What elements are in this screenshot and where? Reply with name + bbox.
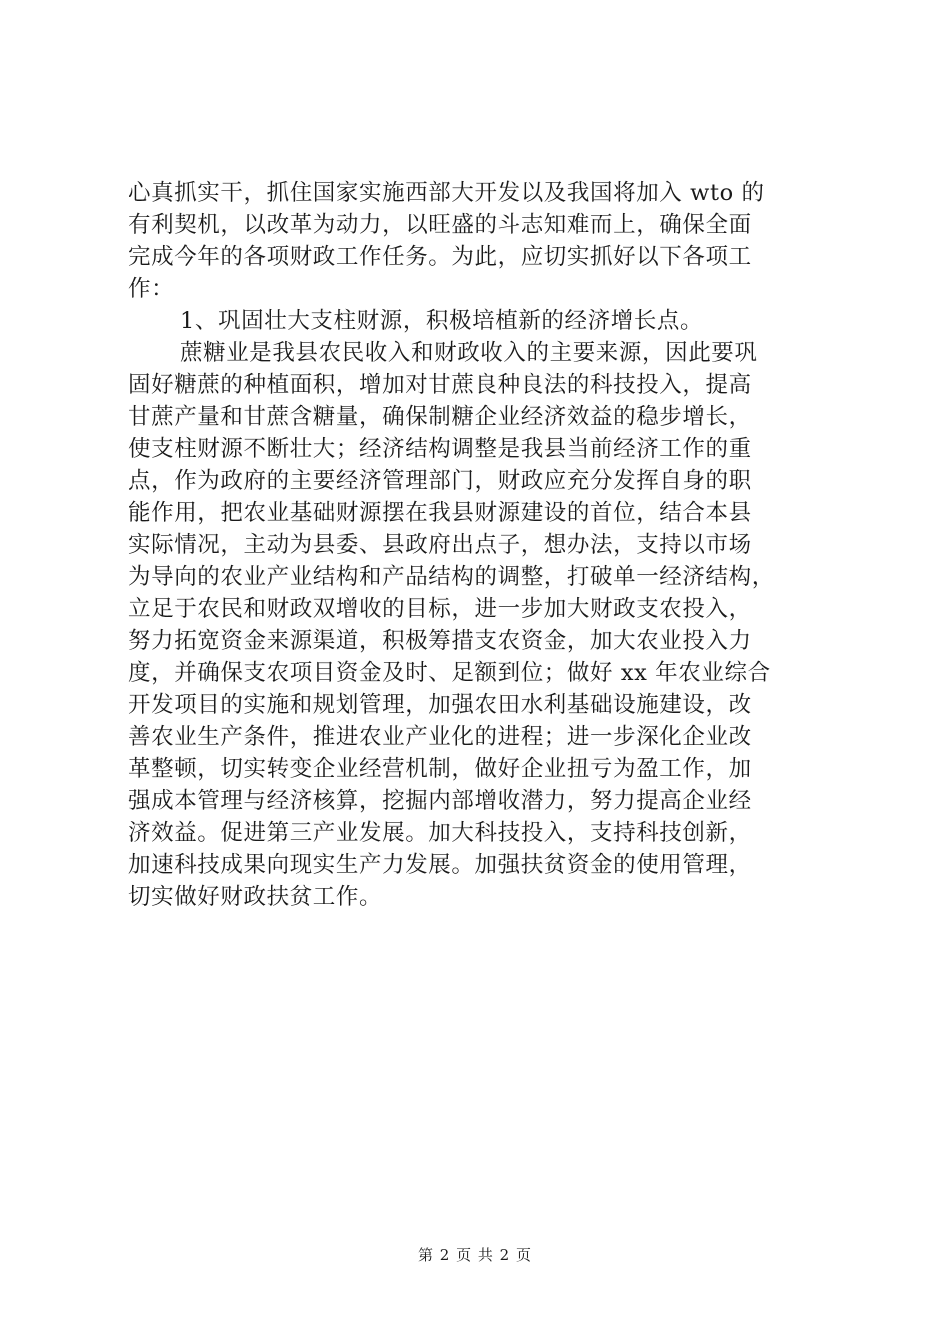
text-line: 度，并确保支农项目资金及时、足额到位；做好 xx 年农业综合: [128, 660, 771, 686]
text-line: 使支柱财源不断壮大；经济结构调整是我县当前经济工作的重: [128, 436, 752, 462]
text-line: 切实做好财政扶贫工作。: [128, 884, 383, 910]
text-line: 强成本管理与经济核算，挖掘内部增收潜力，努力提高企业经: [128, 788, 752, 814]
text-line: 济效益。促进第三产业发展。加大科技投入，支持科技创新，: [128, 820, 752, 846]
text-line: 有利契机，以改革为动力，以旺盛的斗志知难而上，确保全面: [128, 212, 752, 238]
text-line: 点，作为政府的主要经济管理部门，财政应充分发挥自身的职: [128, 468, 752, 494]
text-line: 努力拓宽资金来源渠道，积极筹措支农资金，加大农业投入力: [128, 628, 752, 654]
text-line: 立足于农民和财政双增收的目标，进一步加大财政支农投入，: [128, 596, 752, 622]
text-line: 开发项目的实施和规划管理，加强农田水利基础设施建设，改: [128, 692, 752, 718]
section-heading: 1、巩固壮大支柱财源，积极培植新的经济增长点。: [180, 308, 704, 334]
text-line: 为导向的农业产业结构和产品结构的调整，打破单一经济结构，: [128, 564, 775, 590]
text-line: 实际情况，主动为县委、县政府出点子，想办法，支持以市场: [128, 532, 752, 558]
text-line: 心真抓实干，抓住国家实施西部大开发以及我国将加入 wto 的: [128, 180, 765, 206]
text-line: 甘蔗产量和甘蔗含糖量，确保制糖企业经济效益的稳步增长，: [128, 404, 752, 430]
body-text: [128, 177, 832, 913]
text-line: 完成今年的各项财政工作任务。为此，应切实抓好以下各项工: [128, 244, 752, 270]
text-line: 加速科技成果向现实生产力发展。加强扶贫资金的使用管理，: [128, 852, 752, 878]
text-line: 善农业生产条件，推进农业产业化的进程；进一步深化企业改: [128, 724, 752, 750]
text-line: 能作用，把农业基础财源摆在我县财源建设的首位，结合本县: [128, 500, 752, 526]
text-line: 作：: [128, 276, 175, 302]
page-footer: 第 2 页 共 2 页: [418, 1246, 532, 1264]
text-line: 革整顿，切实转变企业经营机制，做好企业扭亏为盈工作，加: [128, 756, 752, 782]
paragraph-start-line: 蔗糖业是我县农民收入和财政收入的主要来源，因此要巩: [180, 340, 758, 366]
text-line: 固好糖蔗的种植面积，增加对甘蔗良种良法的科技投入，提高: [128, 372, 752, 398]
